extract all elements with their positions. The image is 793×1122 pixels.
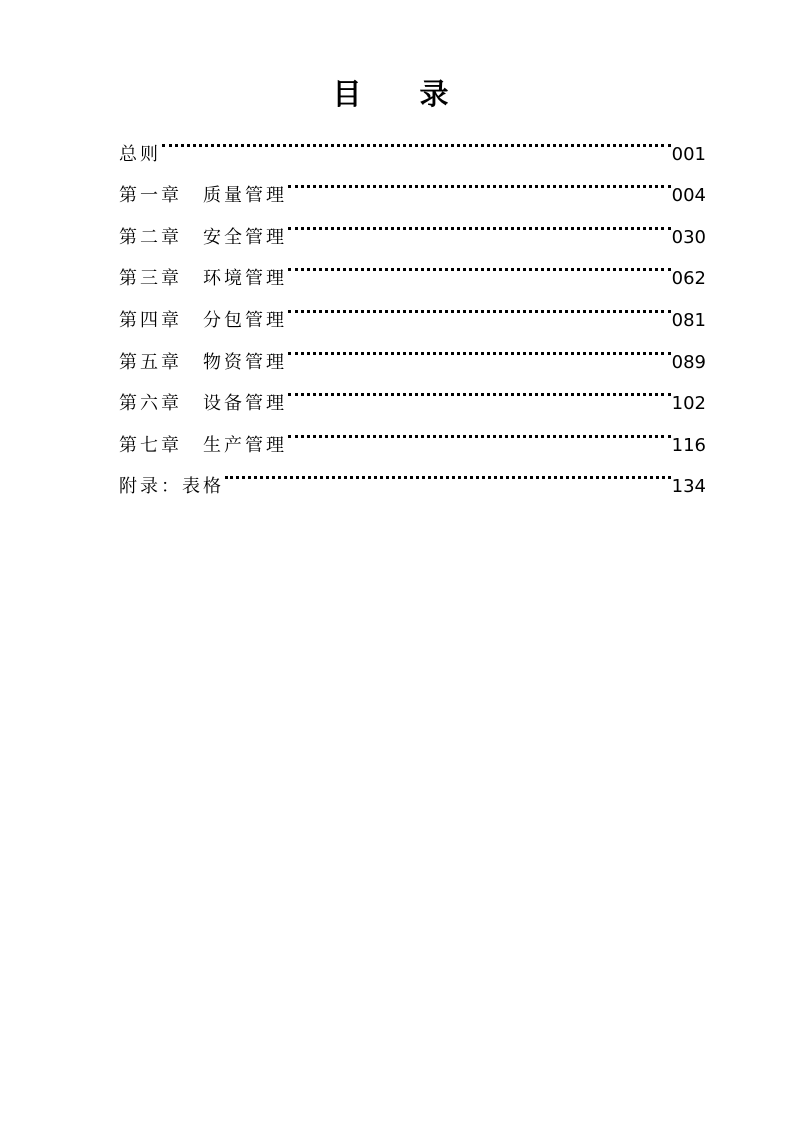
toc-chapter-label: 第一章 xyxy=(119,185,182,207)
toc-chapter-label: 附录：表格 xyxy=(119,476,224,498)
toc-page-number: 062 xyxy=(671,268,706,290)
toc-chapter-label: 第四章 xyxy=(119,309,182,331)
toc-chapter-label: 第五章 xyxy=(119,351,182,373)
toc-chapter-label: 第二章 xyxy=(119,226,182,248)
toc-page-number: 089 xyxy=(671,351,706,373)
toc-dot-leader xyxy=(287,201,672,243)
toc-page-number: 004 xyxy=(671,185,706,207)
toc-dot-leader xyxy=(161,118,672,160)
table-of-contents xyxy=(119,118,706,498)
toc-page-number: 081 xyxy=(671,309,706,331)
toc-page-number: 116 xyxy=(671,434,706,456)
toc-entry-general[interactable] xyxy=(119,118,706,165)
toc-dot-leader xyxy=(287,409,672,451)
toc-page-number: 102 xyxy=(671,393,706,415)
toc-topic-label: 生产管理 xyxy=(203,434,287,456)
toc-dot-leader xyxy=(287,368,672,410)
toc-chapter-label: 第六章 xyxy=(119,393,182,415)
toc-topic-label: 质量管理 xyxy=(203,185,287,207)
toc-dot-leader xyxy=(287,326,672,368)
toc-page-number: 030 xyxy=(671,226,706,248)
toc-page-number: 134 xyxy=(671,476,706,498)
toc-dot-leader xyxy=(287,284,672,326)
toc-topic-label: 设备管理 xyxy=(203,393,287,415)
toc-chapter-label: 总则 xyxy=(119,143,161,165)
toc-topic-label: 安全管理 xyxy=(203,226,287,248)
toc-dot-leader xyxy=(224,451,672,493)
toc-chapter-label: 第三章 xyxy=(119,268,182,290)
toc-topic-label: 分包管理 xyxy=(203,309,287,331)
page-title: 目 录 xyxy=(332,77,473,111)
toc-dot-leader xyxy=(287,160,672,202)
toc-topic-label: 物资管理 xyxy=(203,351,287,373)
toc-dot-leader xyxy=(287,243,672,285)
toc-page-number: 001 xyxy=(671,143,706,165)
toc-entry-chapter-1[interactable] xyxy=(119,160,706,207)
toc-topic-label: 环境管理 xyxy=(203,268,287,290)
toc-chapter-label: 第七章 xyxy=(119,434,182,456)
